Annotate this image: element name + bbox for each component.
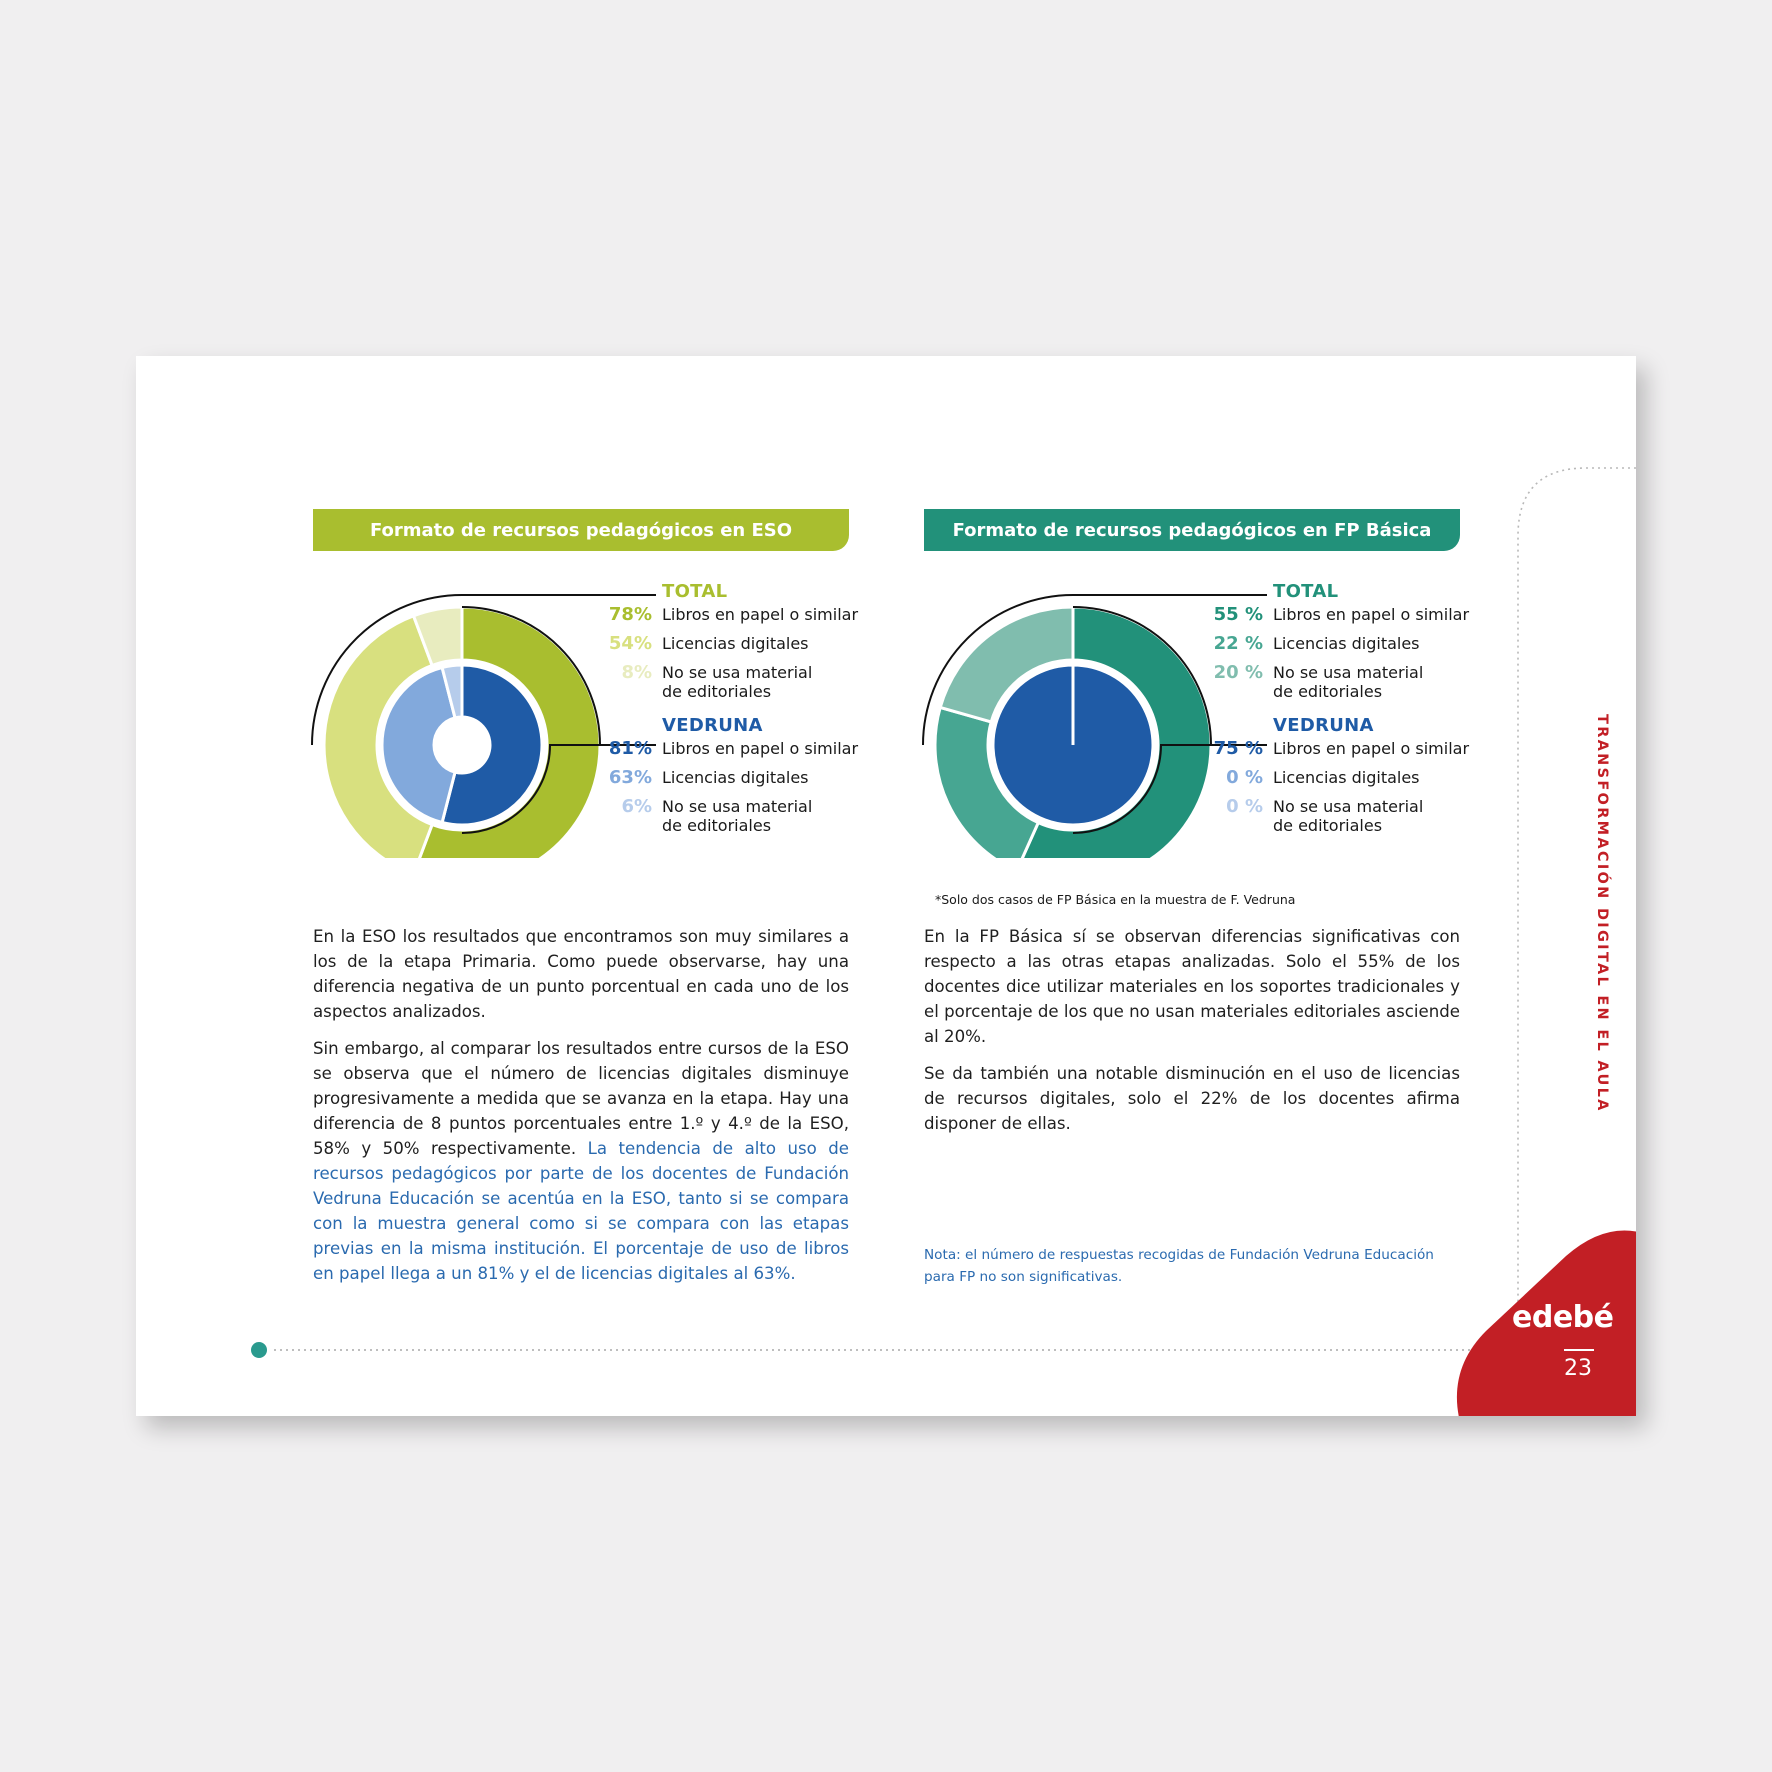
- eso-ved-pct-1: 81%: [608, 738, 652, 759]
- fp-total-row-1: [1213, 604, 1470, 634]
- fp-total-row-3: [1213, 662, 1469, 707]
- eso-total-pct-3: 8%: [621, 662, 652, 683]
- eso-total-pct-2: 54%: [608, 633, 652, 654]
- fp-ved-row-1: [1213, 738, 1470, 768]
- eso-total-pct-1: 78%: [608, 604, 652, 625]
- footer-dotted-rule: [250, 1340, 1600, 1360]
- eso-paragraph-2-text: Sin embargo, al comparar los resultados entre cursos de la ESO se observa que el número de licencias digitales disminuye progresivamente a medida que se avanza en la etapa. Hay una diferencia de 8 puntos porcentuales entre 1.º y 4.º de la ESO, 58% y 50% respectivamente.: [313, 1039, 849, 1158]
- fp-ved-pct-1: 75 %: [1213, 738, 1263, 759]
- side-section-title: TRANSFORMACIÓN DIGITAL EN EL AULA: [1594, 714, 1610, 1113]
- eso-total-title: TOTAL: [662, 581, 728, 602]
- eso-total-label-3a: No se usa material: [662, 663, 813, 682]
- fp-total-pct-2: 22 %: [1213, 633, 1263, 654]
- eso-body-text: [313, 924, 849, 1298]
- fp-ved-pct-2: 0 %: [1226, 767, 1263, 788]
- eso-ved-label-3a: No se usa material: [662, 797, 813, 816]
- eso-ved-label-1: Libros en papel o similar: [662, 739, 859, 758]
- eso-ved-label-2: Licencias digitales: [662, 768, 809, 787]
- fp-ved-pct-3: 0 %: [1226, 796, 1263, 817]
- fp-total-label-1: Libros en papel o similar: [1273, 605, 1470, 624]
- fp-legend: [1213, 581, 1470, 841]
- eso-ved-title: VEDRUNA: [662, 715, 763, 736]
- fp-total-label-3a: No se usa material: [1273, 663, 1424, 682]
- eso-total-label-3b: de editoriales: [662, 682, 772, 701]
- fp-vedruna-slice-1: [993, 665, 1153, 825]
- eso-paragraph-2: [313, 1036, 849, 1286]
- eso-total-label-2: Licencias digitales: [662, 634, 809, 653]
- eso-ved-row-1: [608, 738, 859, 768]
- logo-rule: [1564, 1349, 1594, 1351]
- eso-total-row-3: [621, 662, 858, 707]
- eso-ved-pct-3: 6%: [621, 796, 652, 817]
- fp-total-pct-1: 55 %: [1213, 604, 1263, 625]
- eso-paragraph-2-highlight: La tendencia de alto uso de recursos pedagógicos por parte de los docentes de Fundación Vedruna Educación se acentúa en la ESO, tanto si se compara con la muestra general como si se compara con las etapas previas en la misma institución. El porcentaje de uso de libros en papel llega a un 81% y el de licencias digitales al 63%.: [313, 1139, 849, 1283]
- eso-total-label-1: Libros en papel o similar: [662, 605, 859, 624]
- fp-total-pct-3: 20 %: [1213, 662, 1263, 683]
- fp-ved-label-1: Libros en papel o similar: [1273, 739, 1470, 758]
- eso-ved-row-3: [621, 796, 858, 841]
- eso-total-row-1: [608, 604, 859, 634]
- edebe-logo: edebé: [1512, 1300, 1614, 1335]
- nota-footnote: Nota: el número de respuestas recogidas de Fundación Vedruna Educación para FP no son significativas.: [924, 1247, 1434, 1285]
- fp-paragraph-2: Se da también una notable disminución en el uso de licencias de recursos digitales, solo el 22% de los docentes afirma disponer de ellas.: [924, 1064, 1460, 1133]
- eso-ved-label-3b: de editoriales: [662, 816, 772, 835]
- fp-section-header: Formato de recursos pedagógicos en FP Básica: [924, 509, 1460, 551]
- fp-ved-row-2: [1226, 767, 1469, 797]
- eso-paragraph-1: En la ESO los resultados que encontramos son muy similares a los de la etapa Primaria. Como puede observarse, hay una diferencia negativa de un punto porcentual en cada uno de los aspectos analizados.: [313, 927, 849, 1021]
- eso-total-row-2: [608, 633, 858, 663]
- fp-ved-title: VEDRUNA: [1273, 715, 1374, 736]
- fp-body-text: [924, 924, 1460, 1148]
- fp-paragraph-1: En la FP Básica sí se observan diferencias significativas con respecto a las otras etapas analizadas. Solo el 55% de los docentes dice utilizar materiales en los soportes tradicionales y el porcentaje de los que no usan materiales editoriales asciende al 20%.: [924, 927, 1460, 1046]
- fp-total-title: TOTAL: [1273, 581, 1339, 602]
- fp-total-label-3b: de editoriales: [1273, 682, 1383, 701]
- eso-section-header: Formato de recursos pedagógicos en ESO: [313, 509, 849, 551]
- eso-legend: [608, 581, 859, 841]
- fp-ved-row-3: [1226, 796, 1469, 841]
- eso-ved-row-2: [608, 767, 858, 797]
- fp-ved-label-2: Licencias digitales: [1273, 768, 1420, 787]
- document-page: [136, 356, 1636, 1416]
- eso-ved-pct-2: 63%: [608, 767, 652, 788]
- fp-total-row-2: [1213, 633, 1469, 663]
- page-number: 23: [1564, 1356, 1592, 1381]
- fp-ved-label-3a: No se usa material: [1273, 797, 1424, 816]
- eso-donut-chart: [312, 595, 656, 858]
- fp-chart-footnote: *Solo dos casos de FP Básica en la muestra de F. Vedruna: [935, 892, 1296, 907]
- fp-total-label-2: Licencias digitales: [1273, 634, 1420, 653]
- fp-ved-label-3b: de editoriales: [1273, 816, 1383, 835]
